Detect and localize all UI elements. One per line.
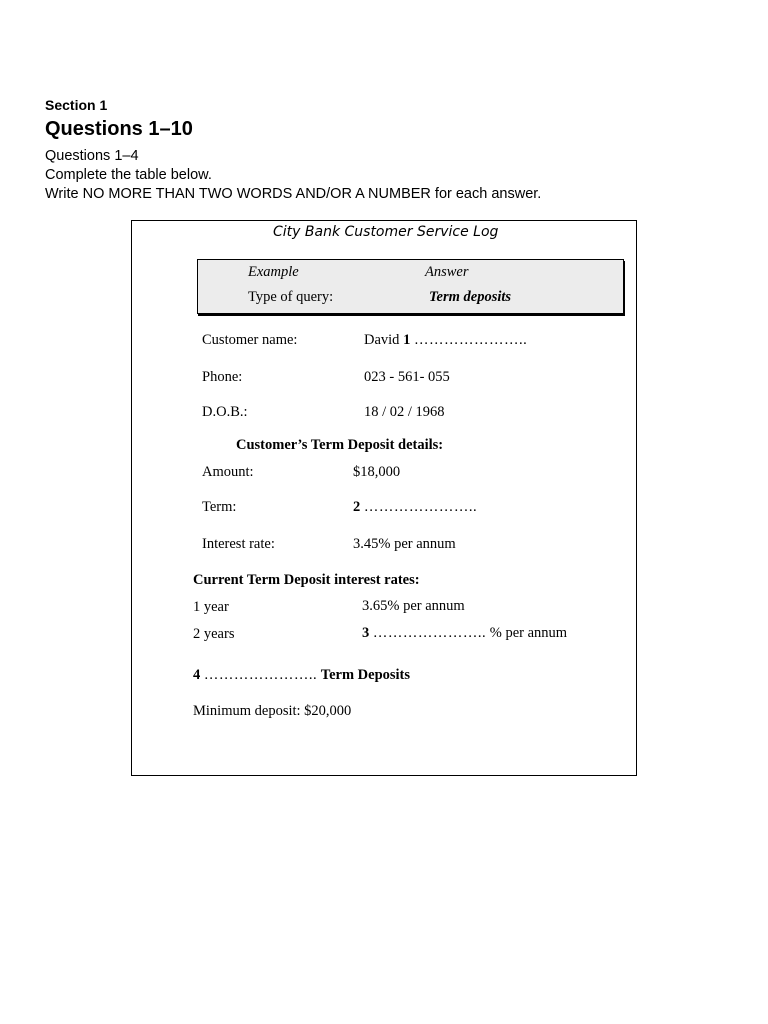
question-2-number: 2 (353, 499, 361, 515)
log-title: City Bank Customer Service Log (273, 224, 499, 240)
interest-rate-label: Interest rate: (202, 536, 275, 552)
amount-value: $18,000 (353, 464, 401, 480)
example-row-answer: Term deposits (429, 289, 512, 305)
rate-2-years-value (362, 625, 567, 642)
phone-value: 023 - 561- 055 (364, 369, 450, 385)
rate-1-year-label: 1 year (193, 599, 229, 615)
customer-name-value (364, 332, 527, 349)
answer-column-label: Answer (425, 264, 469, 280)
example-column-label: Example (248, 264, 299, 280)
question-4-line (193, 667, 410, 684)
customer-name-label: Customer name: (202, 332, 298, 348)
question-4-number: 4 (193, 667, 201, 683)
term-label: Term: (202, 499, 237, 515)
customer-first-name: David (364, 332, 400, 348)
question-4-suffix: Term Deposits (320, 667, 411, 683)
question-1-number: 1 (403, 332, 411, 348)
minimum-deposit: Minimum deposit: $20,000 (193, 703, 352, 719)
deposit-details-heading: Customer’s Term Deposit details: (236, 437, 444, 453)
interest-rate-value: 3.45% per annum (353, 536, 456, 552)
current-rates-heading: Current Term Deposit interest rates: (193, 572, 420, 588)
question-1-blank: ………………….. (413, 332, 528, 348)
instruction-line-2: Write NO MORE THAN TWO WORDS AND/OR A NUMBER for each answer. (45, 186, 542, 202)
question-2-blank: ………………….. (363, 499, 478, 515)
example-row-label: Type of query: (248, 289, 334, 305)
term-value (353, 499, 477, 516)
dob-label: D.O.B.: (202, 404, 248, 420)
section-label: Section 1 (45, 97, 108, 113)
instruction-line-1: Complete the table below. (45, 167, 212, 183)
rate-2-years-suffix: % per annum (489, 625, 568, 641)
question-4-blank: ………………….. (203, 667, 318, 683)
rate-2-years-label: 2 years (193, 626, 235, 642)
amount-label: Amount: (202, 464, 254, 480)
questions-subheading: Questions 1–4 (45, 148, 139, 164)
question-3-number: 3 (362, 625, 370, 641)
phone-label: Phone: (202, 369, 243, 385)
page-title: Questions 1–10 (45, 118, 193, 140)
question-3-blank: ………………….. (372, 625, 487, 641)
dob-value: 18 / 02 / 1968 (364, 404, 445, 420)
rate-1-year-value: 3.65% per annum (362, 598, 465, 614)
